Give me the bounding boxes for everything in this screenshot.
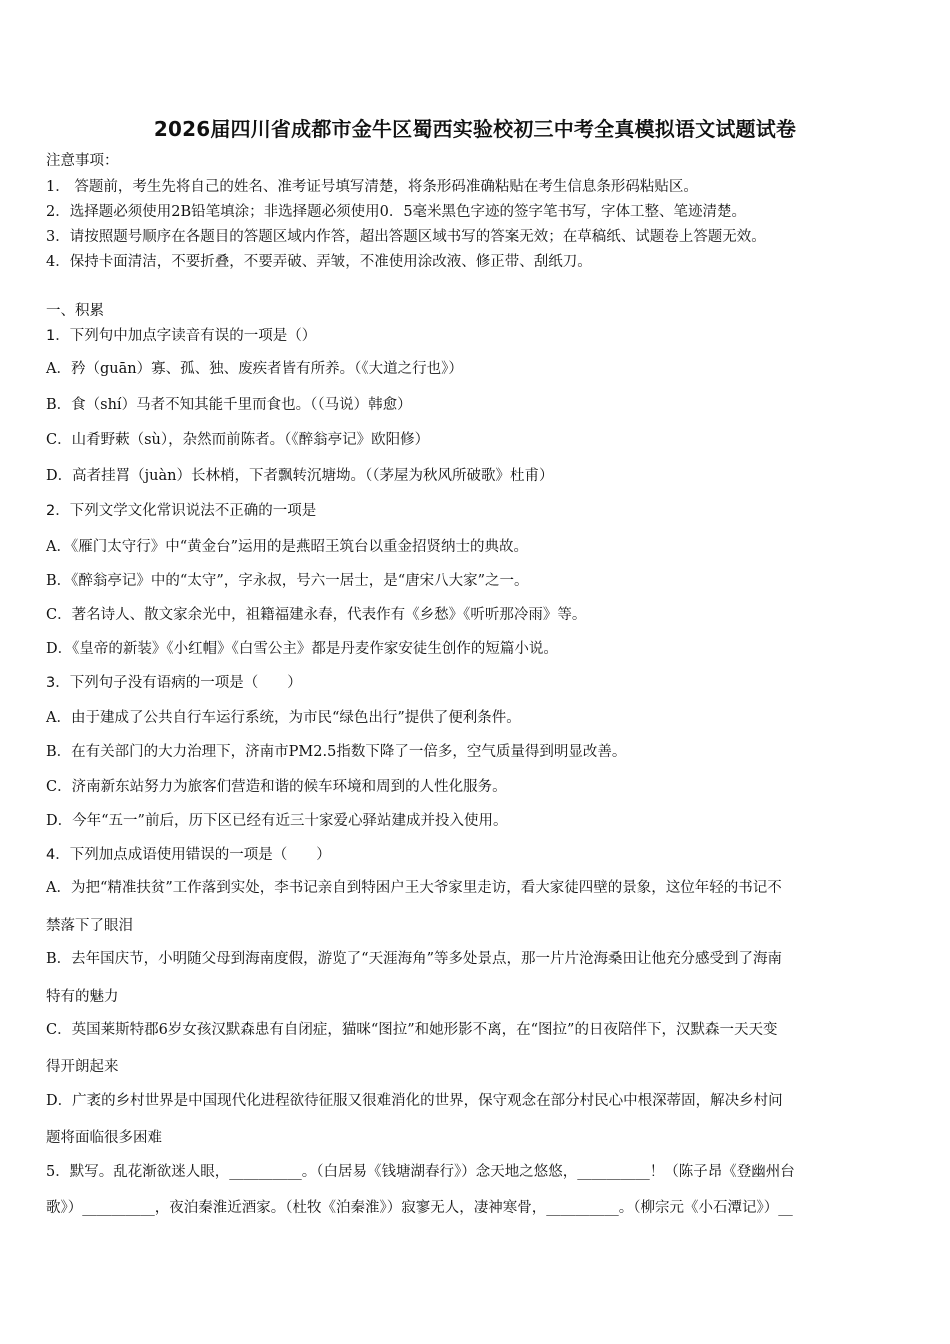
question-4-option-c-cont: 得开朗起来 bbox=[46, 1059, 119, 1075]
question-3-option-d: D．今年“五一”前后，历下区已经有近三十家爱心驿站建成并投入使用。 bbox=[46, 813, 508, 829]
page-title: 2026届四川省成都市金牛区蜀西实验校初三中考全真模拟语文试题试卷 bbox=[153, 117, 797, 141]
notice-item: 1． 答题前，考生先将自己的姓名、准考证号填写清楚，将条形码准确粘贴在考生信息条形码粘贴区。 bbox=[46, 179, 698, 195]
question-1-stem: 1．下列句中加点字读音有误的一项是（） bbox=[46, 328, 317, 344]
question-1-option-a: A．矜（guān）寡、孤、独、废疾者皆有所养。（《大道之行也》） bbox=[46, 361, 463, 377]
notice-heading: 注意事项： bbox=[46, 153, 119, 169]
question-4-option-b: B．去年国庆节，小明随父母到海南度假，游览了“天涯海角”等多处景点，那一片片沧海桑田让他充分感受到了海南 bbox=[46, 951, 782, 967]
question-1-option-c: C．山肴野蔌（sù），杂然而前陈者。（《醉翁亭记》欧阳修） bbox=[46, 432, 430, 448]
question-1-option-d: D．高者挂罥（juàn）长林梢，下者飘转沉塘坳。（（茅屋为秋风所破歌》杜甫） bbox=[46, 468, 554, 484]
question-4-option-d-cont: 题将面临很多困难 bbox=[46, 1130, 162, 1146]
question-2-stem: 2．下列文学文化常识说法不正确的一项是 bbox=[46, 503, 317, 519]
section-heading: 一、积累 bbox=[46, 303, 104, 319]
notice-item: 4．保持卡面清洁，不要折叠，不要弄破、弄皱，不准使用涂改液、修正带、刮纸刀。 bbox=[46, 254, 592, 270]
notice-item: 2．选择题必须使用2B铅笔填涂；非选择题必须使用0．5毫米黑色字迹的签字笔书写，字体工整、笔迹清楚。 bbox=[46, 204, 747, 220]
question-3-option-b: B．在有关部门的大力治理下，济南市PM2.5指数下降了一倍多，空气质量得到明显改善。 bbox=[46, 744, 627, 760]
notice-item: 3．请按照题号顺序在各题目的答题区域内作答，超出答题区域书写的答案无效；在草稿纸、试题卷上答题无效。 bbox=[46, 229, 766, 245]
question-4-stem: 4．下列加点成语使用错误的一项是（ ） bbox=[46, 847, 331, 863]
question-4-option-b-cont: 特有的魅力 bbox=[46, 989, 119, 1005]
question-5-line-2: 歌》）__________，夜泊秦淮近酒家。（杜牧《泊秦淮》）寂寥无人，凄神寒骨，__________。（柳宗元《小石潭记》）__ bbox=[46, 1200, 793, 1216]
question-4-option-a-cont: 禁落下了眼泪 bbox=[46, 918, 133, 934]
question-2-option-c: C．著名诗人、散文家余光中，祖籍福建永春，代表作有《乡愁》《听听那冷雨》等。 bbox=[46, 607, 587, 623]
question-3-stem: 3．下列句子没有语病的一项是（ ） bbox=[46, 675, 302, 691]
question-3-option-a: A．由于建成了公共自行车运行系统，为市民“绿色出行”提供了便利条件。 bbox=[46, 710, 521, 726]
question-2-option-d: D．《皇帝的新装》《小红帽》《白雪公主》都是丹麦作家安徒生创作的短篇小说。 bbox=[46, 641, 558, 657]
question-1-option-b: B．食（shí）马者不知其能千里而食也。（（马说）韩愈） bbox=[46, 397, 412, 413]
question-3-option-c: C．济南新东站努力为旅客们营造和谐的候车环境和周到的人性化服务。 bbox=[46, 779, 507, 795]
question-2-option-b: B．《醉翁亭记》中的“太守”，字永叔，号六一居士，是“唐宋八大家”之一。 bbox=[46, 573, 529, 589]
question-4-option-c: C．英国莱斯特郡6岁女孩汉默森患有自闭症，猫咪“图拉”和她形影不离，在“图拉”的日夜陪伴下，汉默森一天天变 bbox=[46, 1022, 778, 1038]
question-5-line-1: 5．默写。乱花渐欲迷人眼，__________。（白居易《钱塘湖春行》）念天地之悠悠，__________！（陈子昂《登幽州台 bbox=[46, 1164, 795, 1180]
question-2-option-a: A．《雁门太守行》中“黄金台”运用的是燕昭王筑台以重金招贤纳士的典故。 bbox=[46, 539, 529, 555]
question-4-option-d: D．广袤的乡村世界是中国现代化进程欲待征服又很难消化的世界，保守观念在部分村民心中根深蒂固，解决乡村问 bbox=[46, 1093, 783, 1109]
question-4-option-a: A．为把“精准扶贫”工作落到实处，李书记亲自到特困户王大爷家里走访，看大家徒四壁的景象，这位年轻的书记不 bbox=[46, 880, 782, 896]
